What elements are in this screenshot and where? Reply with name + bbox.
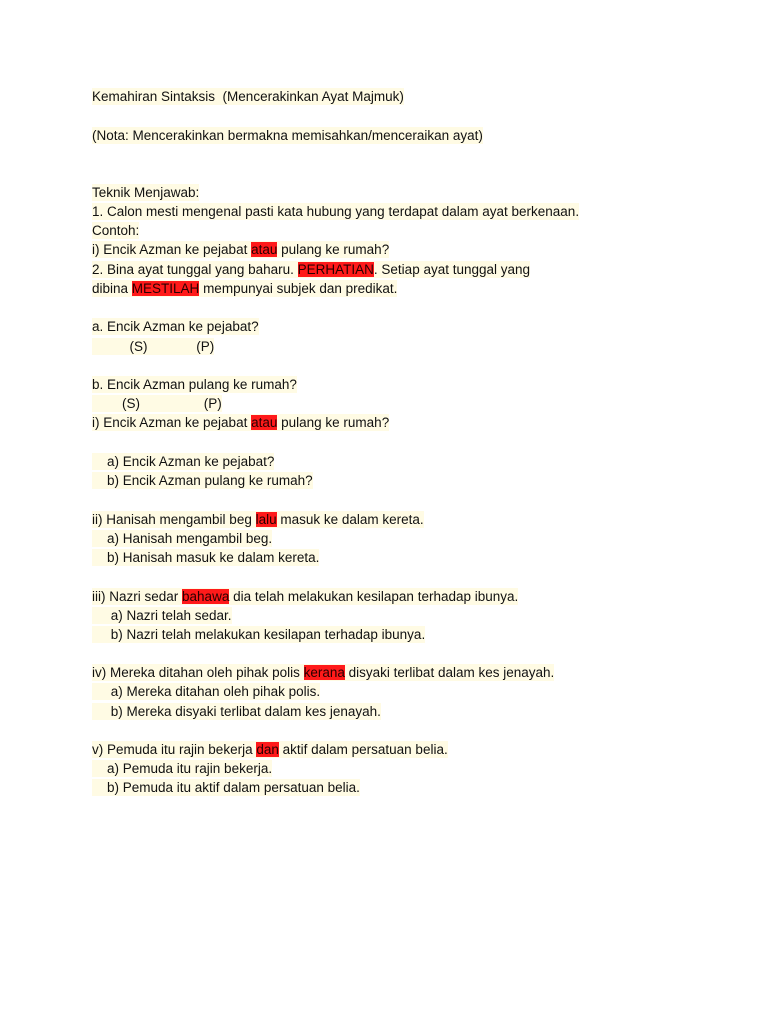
sample-sentence-b: b. Encik Azman pulang ke rumah? (92, 377, 297, 392)
example-iv-a: a) Mereka ditahan oleh pihak polis. (92, 684, 321, 699)
step-1: 1. Calon mesti mengenal pasti kata hubung yang terdapat dalam ayat berkenaan. (92, 204, 580, 219)
conjunction-highlight: lalu (255, 512, 277, 527)
document-title: Kemahiran Sintaksis (Mencerakinkan Ayat Majmuk) (92, 89, 404, 104)
example-v-b: b) Pemuda itu aktif dalam persatuan belia. (92, 780, 360, 795)
mestilah-highlight: MESTILAH (131, 281, 200, 296)
example-iv-b: b) Mereka disyaki terlibat dalam kes jenayah. (92, 704, 381, 719)
example-iv: iv) Mereka ditahan oleh pihak polis kerana disyaki terlibat dalam kes jenayah. (92, 665, 555, 680)
conjunction-highlight: atau (251, 242, 278, 257)
step-2-line-2: dibina MESTILAH mempunyai subjek dan predikat. (92, 281, 398, 296)
example-i-a: a) Encik Azman ke pejabat? (92, 454, 275, 469)
contoh-label: Contoh: (92, 223, 140, 238)
example-i: i) Encik Azman ke pejabat atau pulang ke rumah? (92, 415, 390, 430)
sample-b-subject-predicate: (S) (P) (92, 396, 222, 411)
example-iii-b: b) Nazri telah melakukan kesilapan terhadap ibunya. (92, 627, 426, 642)
perhatian-highlight: PERHATIAN (297, 262, 374, 277)
sample-sentence-a: a. Encik Azman ke pejabat? (92, 319, 259, 334)
example-v-a: a) Pemuda itu rajin bekerja. (92, 761, 273, 776)
conjunction-highlight: dan (256, 742, 279, 757)
note-line: (Nota: Mencerakinkan bermakna memisahkan/menceraikan ayat) (92, 128, 483, 143)
example-ii-b: b) Hanisah masuk ke dalam kereta. (92, 550, 320, 565)
example-i-b: b) Encik Azman pulang ke rumah? (92, 473, 313, 488)
conjunction-highlight: kerana (303, 665, 345, 680)
example-iii-a: a) Nazri telah sedar. (92, 608, 232, 623)
example-sentence-1: i) Encik Azman ke pejabat atau pulang ke rumah? (92, 242, 390, 257)
example-ii-a: a) Hanisah mengambil beg. (92, 531, 273, 546)
example-iii: iii) Nazri sedar bahawa dia telah melakukan kesilapan terhadap ibunya. (92, 589, 519, 604)
sample-a-subject-predicate: (S) (P) (92, 339, 215, 354)
example-v: v) Pemuda itu rajin bekerja dan aktif dalam persatuan belia. (92, 742, 448, 757)
conjunction-highlight: bahawa (182, 589, 230, 604)
conjunction-highlight: atau (251, 415, 278, 430)
example-ii: ii) Hanisah mengambil beg lalu masuk ke dalam kereta. (92, 512, 424, 527)
technique-heading: Teknik Menjawab: (92, 185, 200, 200)
step-2-line-1: 2. Bina ayat tunggal yang baharu. PERHATIAN. Setiap ayat tunggal yang (92, 262, 531, 277)
